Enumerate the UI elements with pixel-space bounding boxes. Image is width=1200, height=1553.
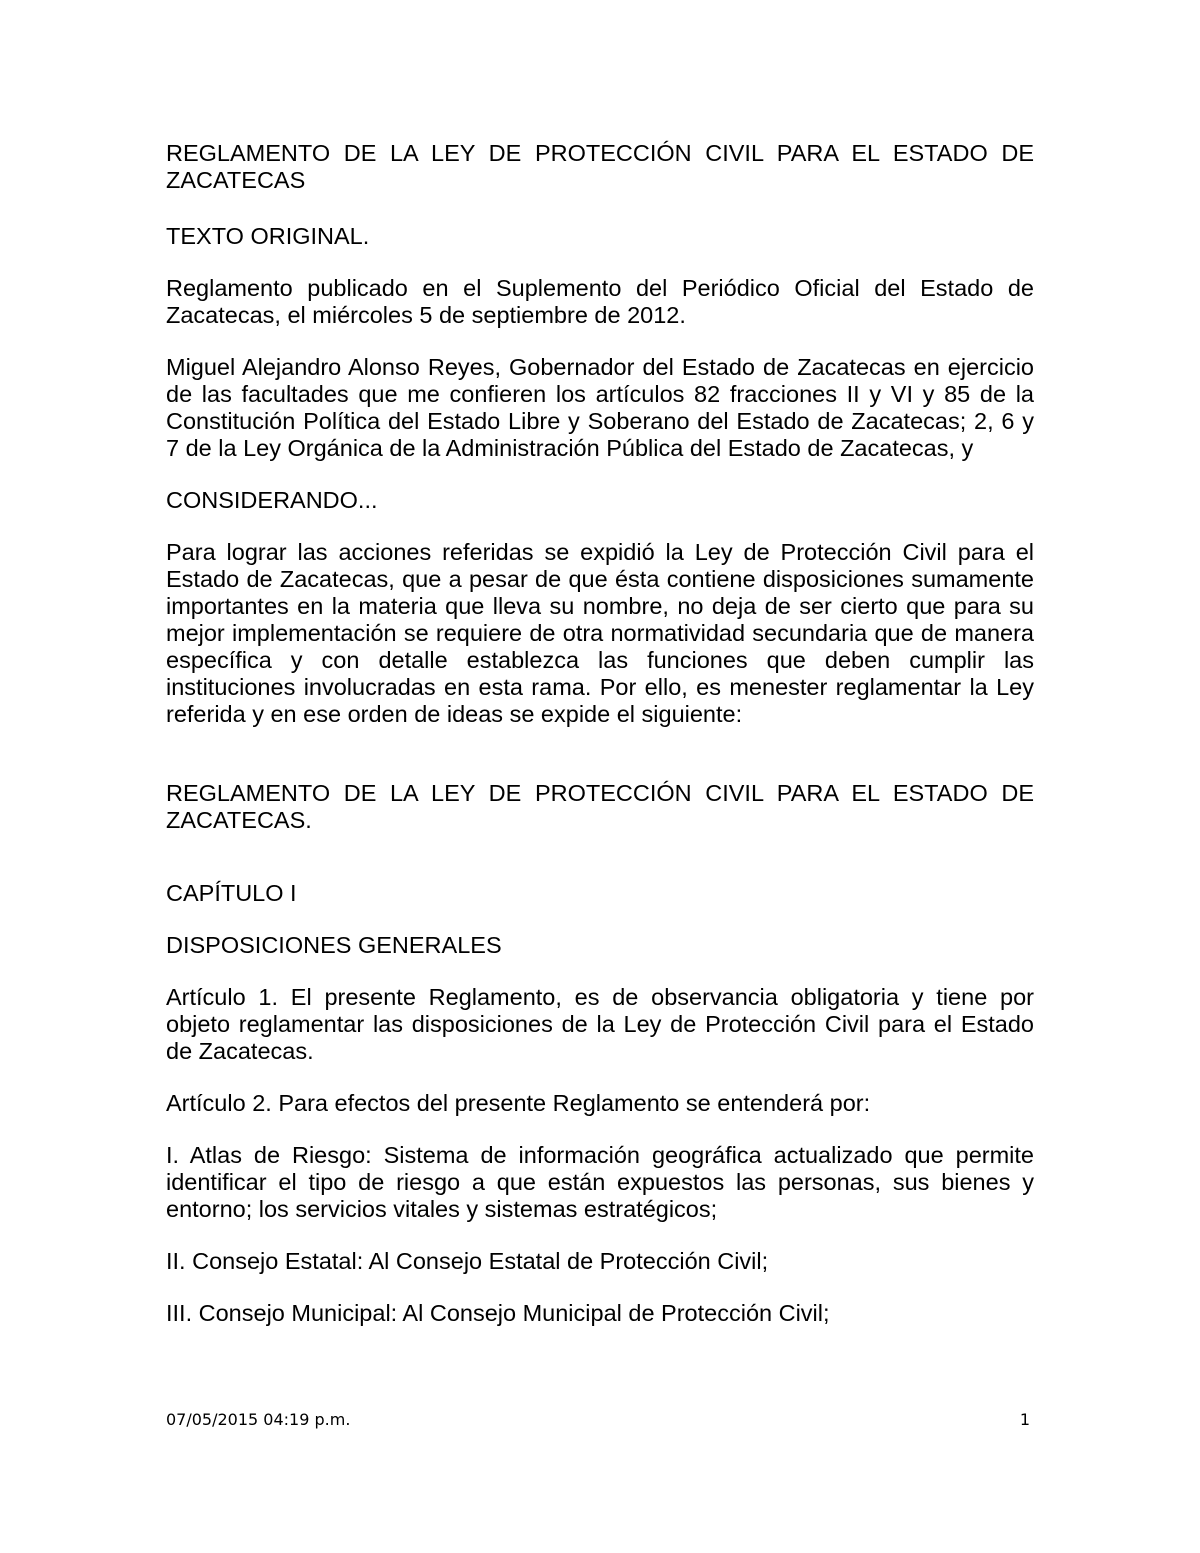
preamble-paragraph: Miguel Alejandro Alonso Reyes, Gobernador del Estado de Zacatecas en ejercicio de las facultades que me confieren los artículos 82 fracciones II y VI y 85 de la Constitución Política del Estado Libre y Soberano del Estado de Zacatecas; 2, 6 y 7 de la Ley Orgánica de la Administración Pública del Estado de Zacatecas, y	[166, 354, 1034, 461]
chapter-title: DISPOSICIONES GENERALES	[166, 932, 502, 958]
chapter-heading: CAPÍTULO I	[166, 880, 297, 906]
document-body	[166, 140, 1034, 1327]
page-number: 1	[1019, 1410, 1030, 1429]
document-title: REGLAMENTO DE LA LEY DE PROTECCIÓN CIVIL PARA EL ESTADO DE ZACATECAS	[166, 140, 1034, 193]
article-2-fraction-2: II. Consejo Estatal: Al Consejo Estatal de Protección Civil;	[166, 1248, 769, 1274]
considerando-heading: CONSIDERANDO...	[166, 487, 378, 513]
article-2-fraction-1: I. Atlas de Riesgo: Sistema de información geográfica actualizado que permite identificar el tipo de riesgo a que están expuestos las personas, sus bienes y entorno; los servicios vitales y sistemas estratégicos;	[166, 1142, 1034, 1222]
document-subtitle: TEXTO ORIGINAL.	[166, 223, 370, 249]
publication-note: Reglamento publicado en el Suplemento del Periódico Oficial del Estado de Zacatecas, el miércoles 5 de septiembre de 2012.	[166, 275, 1034, 328]
article-2-fraction-3: III. Consejo Municipal: Al Consejo Municipal de Protección Civil;	[166, 1300, 830, 1326]
considerando-paragraph: Para lograr las acciones referidas se expidió la Ley de Protección Civil para el Estado de Zacatecas, que a pesar de que ésta contiene disposiciones sumamente importantes en la materia que lleva su nombre, no deja de ser cierto que para su mejor implementación se requiere de otra normatividad secundaria que de manera específica y con detalle establezca las funciones que deben cumplir las instituciones involucradas en esta rama. Por ello, es menester reglamentar la Ley referida y en ese orden de ideas se expide el siguiente:	[166, 539, 1034, 727]
regulation-title: REGLAMENTO DE LA LEY DE PROTECCIÓN CIVIL PARA EL ESTADO DE ZACATECAS.	[166, 780, 1034, 833]
article-1: Artículo 1. El presente Reglamento, es de observancia obligatoria y tiene por objeto reglamentar las disposiciones de la Ley de Protección Civil para el Estado de Zacatecas.	[166, 984, 1034, 1064]
footer-timestamp: 07/05/2015 04:19 p.m.	[166, 1410, 351, 1429]
article-2: Artículo 2. Para efectos del presente Reglamento se entenderá por:	[166, 1090, 871, 1116]
